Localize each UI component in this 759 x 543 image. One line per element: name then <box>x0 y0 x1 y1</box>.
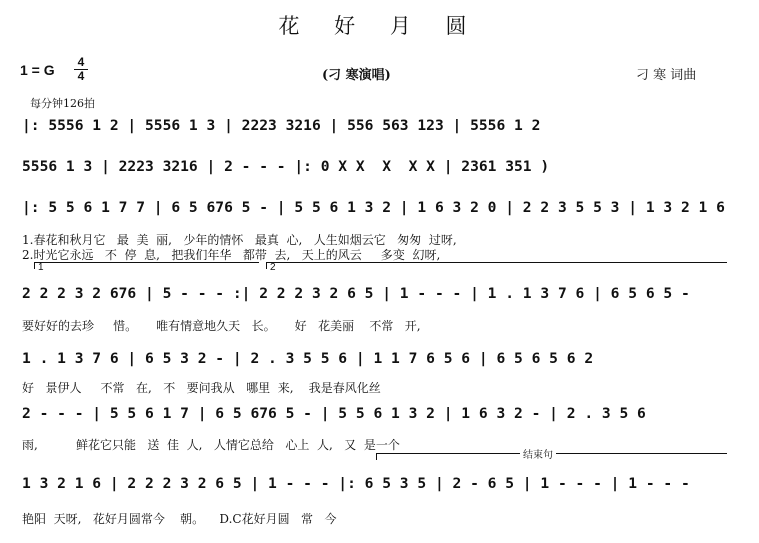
ending-label: 结束句 <box>520 446 556 461</box>
volta-1-label: 1 <box>38 262 44 273</box>
volta-bracket-1 <box>34 262 259 269</box>
lyrics-row-4: 要好好的去珍 惜。 唯有情意地久天 长。 好 花美丽 不常 开, <box>22 319 421 333</box>
notation-row-4: 2 2 2 3 2 676 | 5 - - - :| 2 2 2 3 2 6 5 | 1 - - - | 1 . 1 3 7 6 | 6 5 6 5 - <box>22 285 690 302</box>
song-title: 花 好 月 圆 <box>278 14 481 38</box>
meter-top: 4 <box>77 55 85 69</box>
tempo-marking: 每分钟126拍 <box>30 97 95 110</box>
volta-2-label: 2 <box>270 262 276 273</box>
lyrics-verse-2: 2.时光它永远 不 停 息, 把我们年华 都带 去, 天上的风云 多变 幻呀, <box>22 248 441 262</box>
singer-credit: (刁 寒演唱) <box>322 68 391 83</box>
lyrics-row-5: 好 景伊人 不常 在, 不 要问我从 哪里 来, 我是春风化丝 <box>22 381 381 395</box>
lyrics-verse-1: 1.春花和秋月它 最 美 丽, 少年的情怀 最真 心, 人生如烟云它 匆匆 过呀, <box>22 233 457 247</box>
meter-bottom: 4 <box>74 69 88 83</box>
notation-row-3: |: 5 5 6 1 7 7 | 6 5 676 5 - | 5 5 6 1 3 2 | 1 6 3 2 0 | 2 2 3 5 5 3 | 1 3 2 1 6 <box>22 199 725 216</box>
notation-row-6: 2 - - - | 5 5 6 1 7 | 6 5 676 5 - | 5 5 6 1 3 2 | 1 6 3 2 - | 2 . 3 5 6 <box>22 405 646 422</box>
time-signature <box>74 56 88 83</box>
notation-row-5: 1 . 1 3 7 6 | 6 5 3 2 - | 2 . 3 5 5 6 | 1 1 7 6 5 6 | 6 5 6 5 6 2 <box>22 350 594 367</box>
composer-credit: 刁 寒 词曲 <box>636 68 697 83</box>
lyrics-row-6: 雨, 鲜花它只能 送 佳 人, 人情它总给 心上 人, 又 是一个 <box>22 438 400 452</box>
notation-row-2: 5556 1 3 | 2223 3216 | 2 - - - |: 0 X X X X X | 2361 351 ) <box>22 158 550 175</box>
notation-row-1: |: 5556 1 2 | 5556 1 3 | 2223 3216 | 556 563 123 | 5556 1 2 <box>22 117 541 134</box>
key-signature: 1 = G <box>20 62 55 78</box>
notation-row-7: 1 3 2 1 6 | 2 2 2 3 2 6 5 | 1 - - - |: 6 5 3 5 | 2 - 6 5 | 1 - - - | 1 - - - <box>22 475 690 492</box>
volta-bracket-2 <box>266 262 727 269</box>
lyrics-row-7: 艳阳 天呀, 花好月圆常今 朝。 D.C花好月圆 常 今 <box>22 512 337 526</box>
